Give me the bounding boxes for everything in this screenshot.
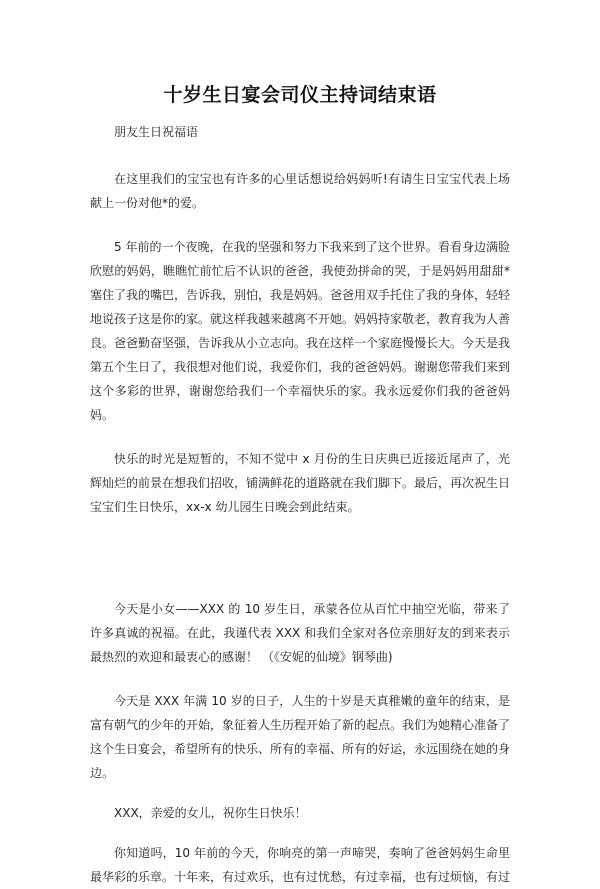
spacer	[90, 215, 510, 235]
document-subtitle: 朋友生日祝福语	[114, 125, 199, 139]
paragraph-closing: 快乐的时光是短暂的，不知不觉中 x 月份的生日庆典已近接近尾声了，光辉灿烂的前景在想我们招收，铺满鲜花的道路就在我们脚下。最后，再次祝生日宝宝们生日快乐，xx-x 幼儿园生日晚会到此结束。	[90, 452, 511, 514]
spacer	[90, 519, 510, 597]
spacer	[90, 825, 510, 841]
paragraph-welcome: 今天是小女——XXX 的 10 岁生日，承蒙各位从百忙中抽空光临，带来了许多真诚的祝福。在此，我谨代表 XXX 和我们全家对各位亲朋好友的到来表示最热烈的欢迎和最衷心的感谢！ （《安妮的仙境》钢琴曲)	[90, 602, 510, 664]
spacer	[90, 427, 510, 447]
paragraph-tenth-birthday: 今天是 XXX 年满 10 岁的日子，人生的十岁是天真稚嫩的童年的结束，是富有朝气的少年的开始，象征着人生历程开始了新的起点。我们为她精心准备了这个生日宴会，希望所有的快乐、所有的幸福、所有的好运，永远围绕在她的身边。	[90, 694, 511, 780]
spacer	[90, 785, 510, 801]
paragraph-memories: 你知道吗，10 年前的今天，你响亮的第一声啼哭，奏响了爸爸妈妈生命里最华彩的乐章。十年来，有过欢乐，也有过忧愁，有过幸福，也有过烦恼，有过	[90, 846, 511, 884]
paragraph-invitation: 在这里我们的宝宝也有许多的心里话想说给妈妈听!有请生日宝宝代表上场献上一份对他*的爱。	[90, 172, 510, 210]
paragraph-birth-story: 5 年前的一个夜晚，在我的坚强和努力下我来到了这个世界。看看身边满脸欣慰的妈妈，瞧瞧忙前忙后不认识的爸爸，我使劲拼命的哭，于是妈妈用甜甜*塞住了我的嘴巴，告诉我，别怕，我是妈妈。爸爸用双手托住了我的身体，轻轻地说孩子这是你的家。就这样我越来越离不开她。妈妈持家敬老，教育我为人善良。爸爸勤奋坚强，告诉我从小立志向。我在这样一个家庭慢慢长大。今天是我第五个生日了，我很想对他们说，我爱你们，我的爸爸妈妈。谢谢您带我们来到这个多彩的世界，谢谢您给我们一个幸福快乐的家。我永远爱你们我的爸爸妈妈。	[90, 240, 511, 422]
paragraph-wish: XXX，亲爱的女儿，祝你生日快乐！	[114, 806, 307, 820]
spacer	[90, 669, 510, 689]
spacer	[90, 144, 510, 167]
document-title: 十岁生日宴会司仪主持词结束语	[163, 84, 437, 106]
